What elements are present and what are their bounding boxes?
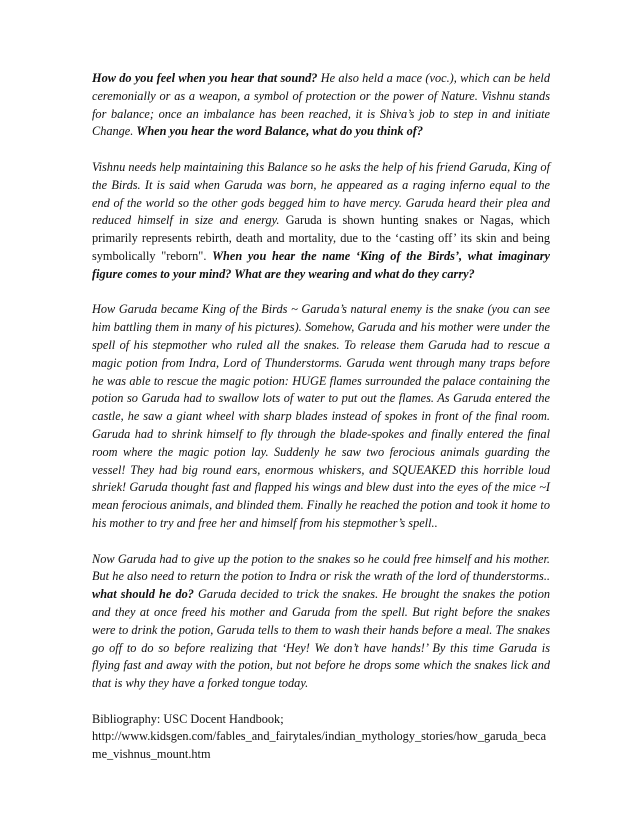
text-garuda-story: How Garuda became King of the Birds ~ Garuda’s natural enemy is the snake (you can see him battling them in many of his pictures). Somehow, Garuda and his mother were under the spell of his stepmother who ruled all the snakes. To release them Garuda had to rescue a magic potion from Indra, Lord of Thunderstorms. Garuda went through many traps before he was able to rescue the magic potion: HUGE flames surrounded the palace containing the potion so Garuda had to swallow lots of water to put out the flames. As Garuda entered the castle, he saw a giant wheel with sharp blades instead of spokes in front of the final room. Garuda had to shrink himself to fly through the blade-spokes and finally entered the final room where the magic potion lay. Suddenly he saw two ferocious animals guarding the vessel! They had big round ears, enormous whiskers, and SQUEAKED this horrible loud shriek! Garuda thought fast and flapped his wings and blew dust into the eyes of the mice ~I mean ferocious animals, and blinded them. Finally he reached the potion and took it home to his mother to try and free her and himself from his stepmother’s spell.. (92, 302, 550, 530)
paragraph-gap (92, 284, 550, 302)
bibliography (92, 711, 550, 764)
text-nagas: Garuda is shown hunting snakes or Nagas, which primarily represents rebirth, death and mortality, due to the ‘casting off’ its skin and being symbolically "reborn". (92, 213, 550, 263)
paragraph-gap (92, 141, 550, 159)
text-trick-snakes: Garuda decided to trick the snakes. He brought the snakes the potion and they at once freed his mother and Garuda from the spell. But right before the snakes were to drink the potion, Garuda tells to them to wash their hands before a meal. The snakes go off to do so before realizing that ‘Hey! We don’t have hands!’ By this time Garuda is flying fast and away with the potion, but not before he drops some which the snakes lick and that is why they have a forked tongue today. (92, 587, 551, 691)
question-balance: When you hear the word Balance, what do you think of? (136, 124, 424, 139)
text-give-up-potion: Now Garuda had to give up the potion to the snakes so he could free himself and his mother. But he also need to return the potion to Indra or risk the wrath of the lord of thunderstorms.. (92, 551, 550, 584)
paragraph-balance (92, 70, 550, 141)
bibliography-url: http://www.kidsgen.com/fables_and_fairytales/indian_mythology_stories/how_garuda_became_vishnus_mount.htm (92, 729, 547, 762)
paragraph-gap (92, 533, 550, 551)
document-page (92, 70, 550, 764)
question-king-of-birds: When you hear the name ‘King of the Birds’, what imaginary figure comes to your mind? What are they wearing and what do they carry? (92, 248, 550, 281)
paragraph-garuda-intro (92, 159, 550, 284)
question-sound: How do you feel when you hear that sound? (92, 71, 318, 85)
text-garuda-birth: Vishnu needs help maintaining this Balance so he asks the help of his friend Garuda, King of the Birds. It is said when Garuda was born, he appeared as a raging inferno equal to the end of the world so the other gods begged him to have mercy. Garuda heard their plea and reduced himself in size and energy. (92, 159, 550, 228)
text-mace: He also held a mace (voc.), which can be held ceremonially or as a weapon, a symbol of protection or the power of Nature. Vishnu stands for balance; once an imbalance has been reached, it is Shiva’s job to step in and initiate Change. (92, 71, 550, 139)
paragraph-gap (92, 693, 550, 711)
question-what-should-he-do: what should he do? (92, 587, 194, 602)
paragraph-potion-trick (92, 551, 550, 693)
paragraph-garuda-story (92, 301, 550, 532)
bibliography-source: Bibliography: USC Docent Handbook; (92, 711, 284, 726)
